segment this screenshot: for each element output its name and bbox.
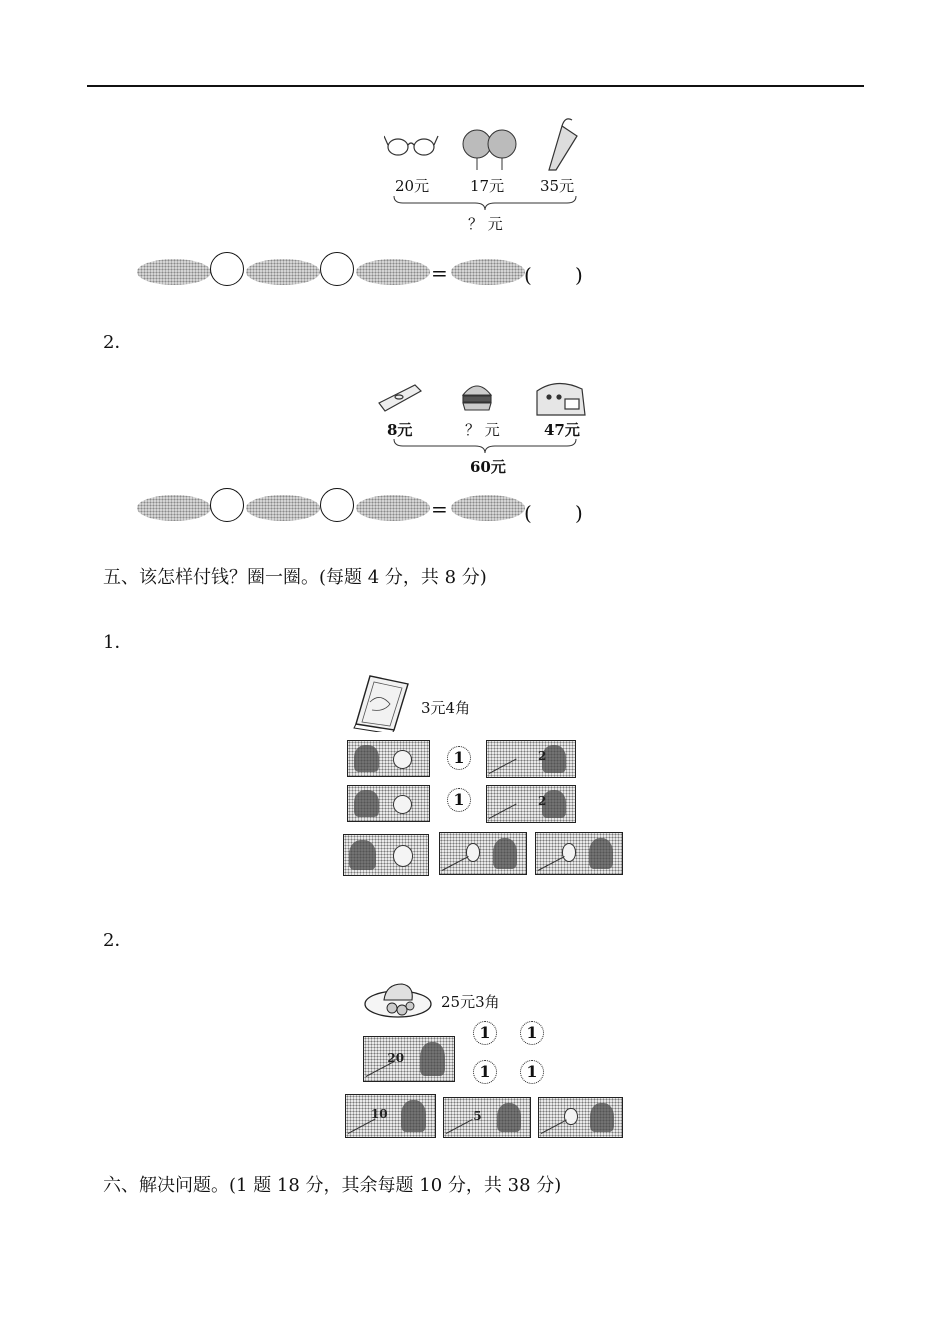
coin-1-yuan[interactable]: 1 bbox=[520, 1060, 544, 1084]
item-pictures bbox=[377, 375, 592, 420]
banknote-1-yuan[interactable] bbox=[535, 832, 623, 875]
banknote-2-jiao[interactable]: 2 bbox=[486, 740, 576, 778]
equals-sign: = bbox=[431, 497, 448, 521]
header-rule bbox=[87, 85, 864, 87]
operator-circle[interactable] bbox=[210, 488, 244, 522]
blank-oval[interactable] bbox=[246, 259, 320, 285]
map-book-icon bbox=[350, 672, 412, 732]
umbrella-icon bbox=[549, 119, 577, 170]
blank-oval[interactable] bbox=[137, 495, 211, 521]
banknote-5-jiao[interactable] bbox=[343, 834, 429, 876]
blank-oval[interactable] bbox=[356, 495, 430, 521]
glasses-icon bbox=[384, 136, 438, 155]
burger-icon bbox=[463, 386, 491, 410]
total-unknown: ？ 元 bbox=[468, 215, 503, 233]
backpack-icon bbox=[537, 383, 585, 415]
blank-oval[interactable] bbox=[137, 259, 211, 285]
unit-paren-open: ( bbox=[524, 263, 532, 287]
answer-oval[interactable] bbox=[451, 259, 525, 285]
item-number: 2． bbox=[103, 332, 133, 353]
operator-circle[interactable] bbox=[320, 252, 354, 286]
unit-paren-close: ) bbox=[575, 501, 583, 525]
equals-sign: = bbox=[431, 261, 448, 285]
banknote-1-yuan[interactable] bbox=[439, 832, 527, 875]
coin-1-yuan[interactable]: 1 bbox=[473, 1060, 497, 1084]
total-brace bbox=[393, 438, 577, 454]
section-heading-5: 五、该怎样付钱？圈一圈。(每题 4 分，共 8 分) bbox=[103, 567, 487, 588]
coin-1-jiao[interactable]: 1 bbox=[447, 746, 471, 770]
section-heading-6: 六、解决问题。(1 题 18 分，其余每题 10 分，共 38 分) bbox=[103, 1175, 562, 1196]
pencil-case-icon bbox=[379, 385, 421, 411]
item-pictures bbox=[384, 118, 589, 173]
price-fans: 17元 bbox=[470, 177, 505, 195]
coin-1-jiao[interactable]: 1 bbox=[447, 788, 471, 812]
banknote-5-yuan[interactable]: 5 bbox=[443, 1097, 531, 1138]
price-backpack: 47元 bbox=[544, 421, 580, 439]
blank-oval[interactable] bbox=[246, 495, 320, 521]
price-burger: ？ 元 bbox=[465, 421, 500, 439]
price-pencil-case: 8元 bbox=[387, 421, 413, 439]
price-umbrella: 35元 bbox=[540, 177, 575, 195]
item-number: 1． bbox=[103, 632, 133, 653]
price-map-book: 3元4角 bbox=[421, 699, 471, 717]
unit-paren-open: ( bbox=[524, 501, 532, 525]
operator-circle[interactable] bbox=[210, 252, 244, 286]
banknote-1-jiao[interactable] bbox=[347, 740, 430, 777]
operator-circle[interactable] bbox=[320, 488, 354, 522]
banknote-20-yuan[interactable]: 20 bbox=[363, 1036, 455, 1082]
price-glasses: 20元 bbox=[395, 177, 430, 195]
item-number: 2． bbox=[103, 930, 133, 951]
banknote-1-jiao[interactable] bbox=[347, 785, 430, 822]
coin-1-yuan[interactable]: 1 bbox=[473, 1021, 497, 1045]
banknote-1-yuan[interactable] bbox=[538, 1097, 623, 1138]
banknote-10-yuan[interactable]: 10 bbox=[345, 1094, 436, 1138]
total-brace bbox=[393, 195, 577, 211]
blank-oval[interactable] bbox=[356, 259, 430, 285]
fans-icon bbox=[463, 130, 516, 170]
total-price: 60元 bbox=[470, 458, 506, 476]
banknote-2-jiao[interactable]: 2 bbox=[486, 785, 576, 823]
cake-plate-icon bbox=[364, 978, 432, 1020]
answer-oval[interactable] bbox=[451, 495, 525, 521]
unit-paren-close: ) bbox=[575, 263, 583, 287]
price-cake: 25元3角 bbox=[441, 993, 500, 1011]
coin-1-yuan[interactable]: 1 bbox=[520, 1021, 544, 1045]
